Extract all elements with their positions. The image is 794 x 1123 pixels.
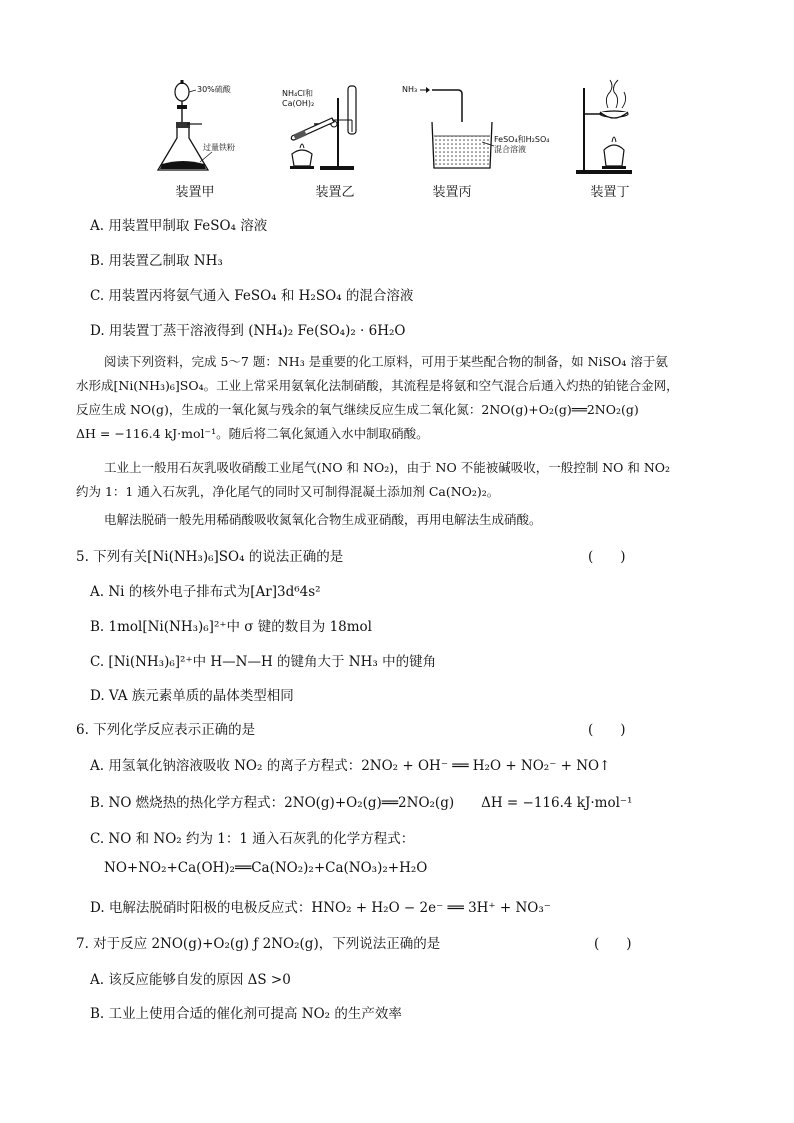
q7-option-a: A. 该反应能够自发的原因 ΔS >0: [90, 972, 291, 988]
flask-funnel-diagram: [140, 78, 250, 178]
q7-answer-bracket: ( ): [594, 936, 632, 952]
label-solution-1: FeSO₄和H₂SO₄: [494, 135, 550, 144]
beaker-gas-diagram: [402, 78, 550, 178]
apparatus-ding: [570, 78, 650, 200]
reading-p1-line1: 阅读下列资料，完成 5～7 题：NH₃ 是重要的化工原料，可用于某些配合物的制备，如 NiSO₄ 溶于氨: [104, 354, 668, 369]
q5-stem: 5. 下列有关[Ni(NH₃)₆]SO₄ 的说法正确的是: [76, 549, 344, 565]
caption-yi: 装置乙: [315, 185, 355, 200]
reading-p2-line1: 工业上一般用石灰乳吸收硝酸工业尾气(NO 和 NO₂)，由于 NO 不能被碱吸收，一般控制 NO 和 NO₂: [104, 460, 671, 475]
q5-option-d: D. VA 族元素单质的晶体类型相同: [90, 688, 294, 704]
q4-option-a: A. 用装置甲制取 FeSO₄ 溶液: [90, 218, 268, 234]
apparatus-jia: [140, 78, 250, 200]
q5-option-c: C. [Ni(NH₃)₆]²⁺中 H—N—H 的键角大于 NH₃ 中的键角: [90, 654, 437, 670]
reading-p1-line2: 水形成[Ni(NH₃)₆]SO₄。工业上常采用氨氧化法制硝酸，其流程是将氨和空气混合后通入灼热的铂铑合金网，: [76, 378, 679, 393]
label-iron-powder: 过量铁粉: [203, 143, 235, 152]
apparatus-figure-row: [140, 78, 660, 200]
q6-option-b: B. NO 燃烧热的热化学方程式：2NO(g)+O₂(g)══2NO₂(g) ΔH = −116.4 kJ·mol⁻¹: [90, 795, 633, 811]
q6-stem: 6. 下列化学反应表示正确的是: [76, 722, 256, 738]
label-acid: 30%硫酸: [197, 85, 231, 94]
q6-option-c-equation: NO+NO₂+Ca(OH)₂══Ca(NO₂)₂+Ca(NO₃)₂+H₂O: [104, 860, 428, 876]
q6-answer-bracket: ( ): [588, 722, 626, 738]
q4-option-b: B. 用装置乙制取 NH₃: [90, 253, 223, 269]
heating-tube-diagram: [280, 78, 390, 178]
q4-option-c: C. 用装置丙将氨气通入 FeSO₄ 和 H₂SO₄ 的混合溶液: [90, 288, 414, 304]
label-nh3-gas: NH₃: [402, 85, 418, 94]
caption-ding: 装置丁: [590, 185, 630, 200]
reading-p1-line4: ΔH = −116.4 kJ·mol⁻¹。随后将二氧化氮通入水中制取硝酸。: [76, 426, 429, 441]
q6-option-d: D. 电解法脱硝时阳极的电极反应式：HNO₂ + H₂O − 2e⁻ ══ 3H⁺ + NO₃⁻: [90, 900, 551, 916]
reading-paragraph-2: [76, 456, 721, 504]
q6-option-a: A. 用氢氧化钠溶液吸收 NO₂ 的离子方程式：2NO₂ + OH⁻ ══ H₂O + NO₂⁻ + NO↑: [90, 758, 611, 774]
apparatus-bing: [402, 78, 550, 200]
label-solution-2: 混合溶液: [494, 145, 526, 154]
reading-paragraph-3: [76, 508, 721, 532]
caption-jia: 装置甲: [175, 185, 215, 200]
reading-p1-line3: 反应生成 NO(g)，生成的一氧化氮与残余的氧气继续反应生成二氧化氮：2NO(g)+O₂(g)══2NO₂(g): [76, 402, 639, 417]
reading-paragraph-1: [76, 350, 721, 446]
q6-option-c: C. NO 和 NO₂ 约为 1：1 通入石灰乳的化学方程式：: [90, 831, 415, 847]
q5-option-b: B. 1mol[Ni(NH₃)₆]²⁺中 σ 键的数目为 18mol: [90, 619, 372, 635]
q7-stem: 7. 对于反应 2NO(g)+O₂(g) ƒ 2NO₂(g)，下列说法正确的是: [76, 936, 441, 952]
evaporating-dish-diagram: [570, 78, 650, 178]
apparatus-yi: [280, 78, 390, 200]
q5-option-a: A. Ni 的核外电子排布式为[Ar]3d⁶4s²: [90, 584, 321, 600]
label-reagent-2: Ca(OH)₂: [282, 99, 315, 108]
label-reagent-1: NH₄Cl和: [282, 89, 314, 98]
q7-option-b: B. 工业上使用合适的催化剂可提高 NO₂ 的生产效率: [90, 1006, 402, 1022]
reading-p2-line2: 约为 1：1 通入石灰乳，净化尾气的同时又可制得混凝土添加剂 Ca(NO₂)₂。: [76, 484, 500, 499]
reading-p3-line1: 电解法脱硝一般先用稀硝酸吸收氮氧化合物生成亚硝酸，再用电解法生成硝酸。: [104, 512, 542, 527]
q5-answer-bracket: ( ): [588, 549, 626, 565]
q4-option-d: D. 用装置丁蒸干溶液得到 (NH₄)₂ Fe(SO₄)₂ · 6H₂O: [90, 323, 406, 339]
caption-bing: 装置丙: [432, 185, 472, 200]
